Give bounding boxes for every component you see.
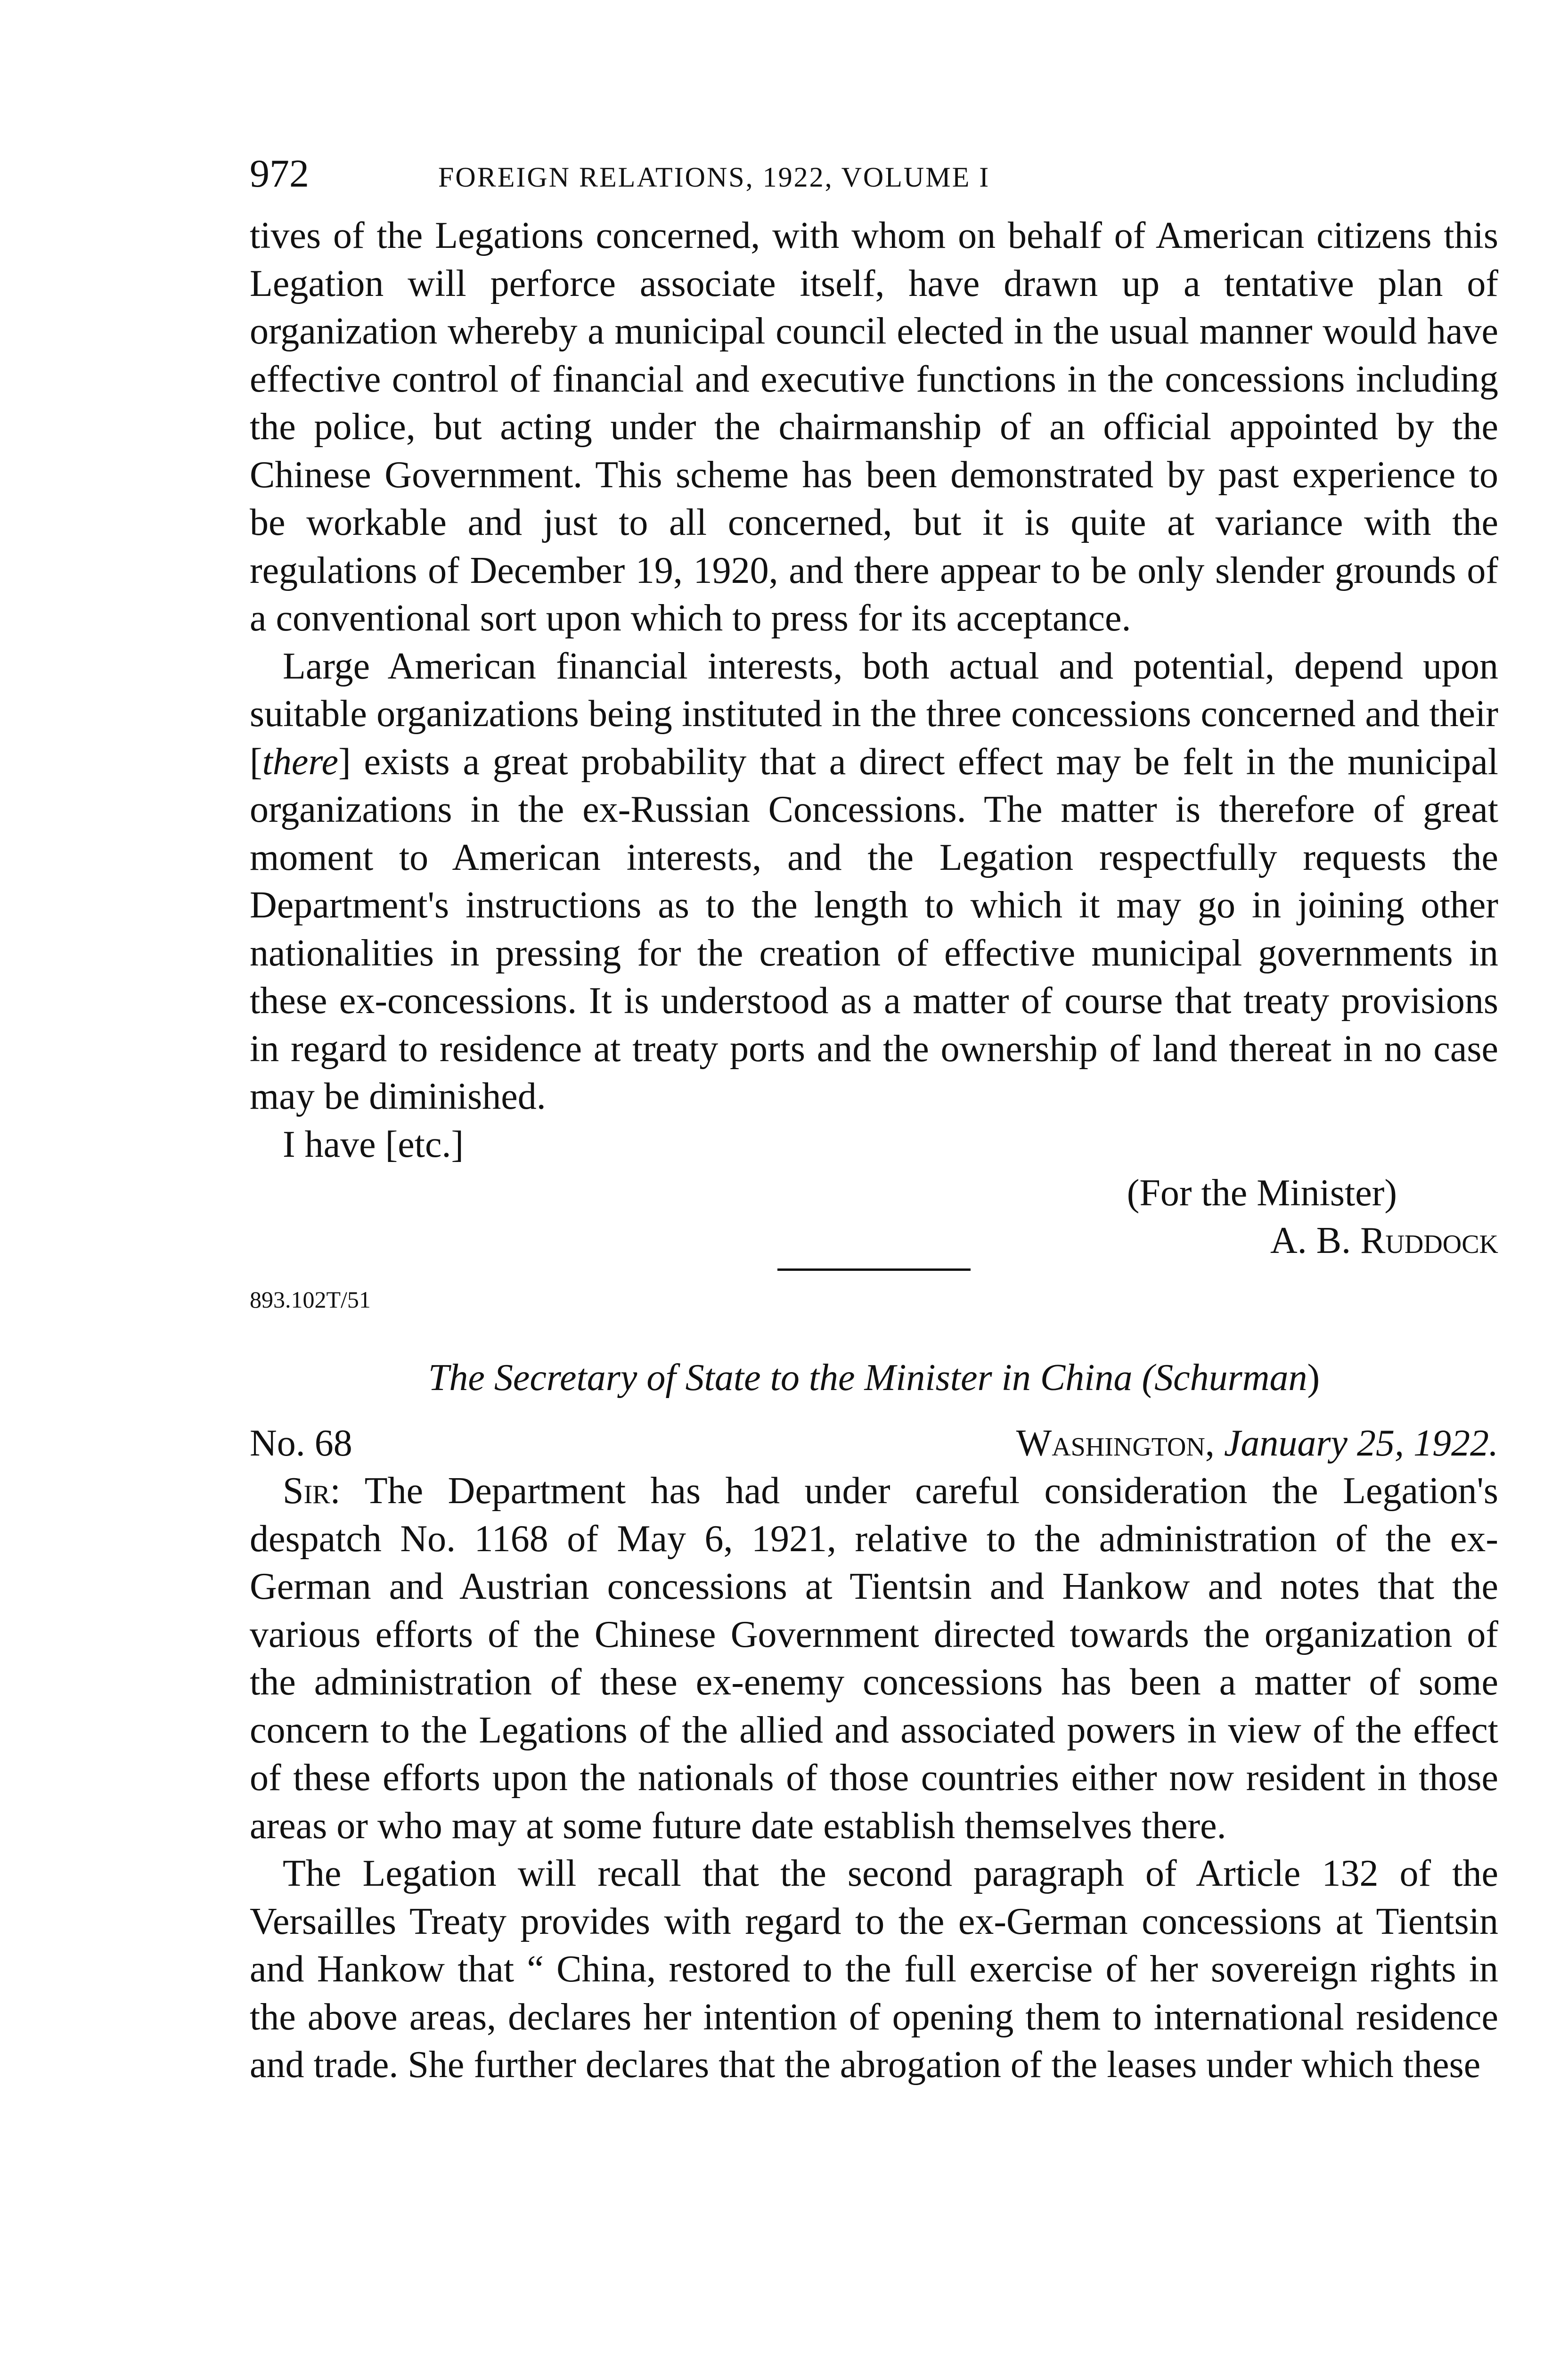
despatch-number: No. 68 bbox=[250, 1423, 352, 1464]
date: January 25, 1922. bbox=[1224, 1423, 1498, 1464]
signature-name: A. B. Ruddock bbox=[1270, 1220, 1498, 1261]
letter1-paragraph-2-part-2: ] exists a great probability that a direct effect may be felt in the municipal organizations in the ex-Russian Concessions. The matter is therefore of great moment to American interests, and the Legation respectfully requests the Department's instructions as to the length to which it may go in joining other nationalities in pressing for the creation of effective municipal governments in these ex-concessions. It is understood as a matter of course that treaty provisions in regard to residence at treaty ports and the ownership of land thereat in no case may be diminished. bbox=[250, 741, 1498, 1117]
letter1-paragraph-2 bbox=[250, 643, 1498, 1121]
signature-for-minister: (For the Minister) bbox=[1127, 1172, 1397, 1214]
letter1-closing: I have [etc.] bbox=[283, 1123, 464, 1165]
letter1-paragraph-2-italic: there bbox=[262, 741, 339, 783]
page-number: 972 bbox=[250, 152, 309, 196]
dateline bbox=[250, 1420, 1498, 1467]
place-and-date bbox=[1016, 1420, 1498, 1467]
letter2-paragraph-1-text: : The Department has had under careful consideration the Legation's despatch No. 1168 of May 6, 1921, relative to the administration of the ex-German and Austrian concessions at Tientsin and Hankow and notes that the various efforts of the Chinese Government directed towards the organization of the administration of these ex-enemy concessions has been a matter of some concern to the Legations of the allied and associated powers in view of the effect of these efforts upon the nationals of those countries either now resident in those areas or who may at some future date establish themselves there. bbox=[250, 1470, 1498, 1847]
section-divider bbox=[777, 1268, 971, 1271]
document-title-part-2: Schurman bbox=[1154, 1357, 1307, 1399]
file-number: 893.102T/51 bbox=[250, 1286, 371, 1313]
document-title-part-1: The Secretary of State to the Minister in China ( bbox=[428, 1357, 1155, 1399]
letter1-paragraph-1: tives of the Legations concerned, with whom on behalf of American citizens this Legation will perforce associate itself, have drawn up a tentative plan of organization whereby a municipal council elected in the usual manner would have effective control of financial and executive functions in the concessions including the police, but acting under the chairmanship of an official appointed by the Chinese Government. This scheme has been demonstrated by past experience to be workable and just to all concerned, but it is quite at variance with the regulations of December 19, 1920, and there appear to be only slender grounds of a conventional sort upon which to press for its acceptance. bbox=[250, 215, 1498, 639]
document-title-part-3: ) bbox=[1307, 1357, 1320, 1399]
document-title bbox=[250, 1357, 1498, 1413]
signature-block bbox=[250, 1170, 1498, 1265]
place: Washington, bbox=[1016, 1423, 1215, 1464]
document-page bbox=[250, 151, 1498, 2089]
salutation: Sir bbox=[283, 1470, 330, 1512]
letter2-paragraph-2: The Legation will recall that the second paragraph of Article 132 of the Versailles Treaty provides with regard to the ex-German concessions at Tientsin and Hankow that “ China, restored to the full exercise of her sovereign rights in the above areas, declares her intention of opening them to international residence and trade. She further declares that the abrogation of the leases under which these bbox=[250, 1853, 1498, 2086]
running-head: FOREIGN RELATIONS, 1922, VOLUME I bbox=[438, 162, 990, 193]
letter2-paragraph-1 bbox=[250, 1467, 1498, 1850]
page-header bbox=[250, 151, 1498, 212]
letter1-paragraph-2-part-1: Large American financial interests, both actual and potential, depend upon suitable organizations being instituted in the three concessions concerned and their [ bbox=[250, 645, 1498, 783]
